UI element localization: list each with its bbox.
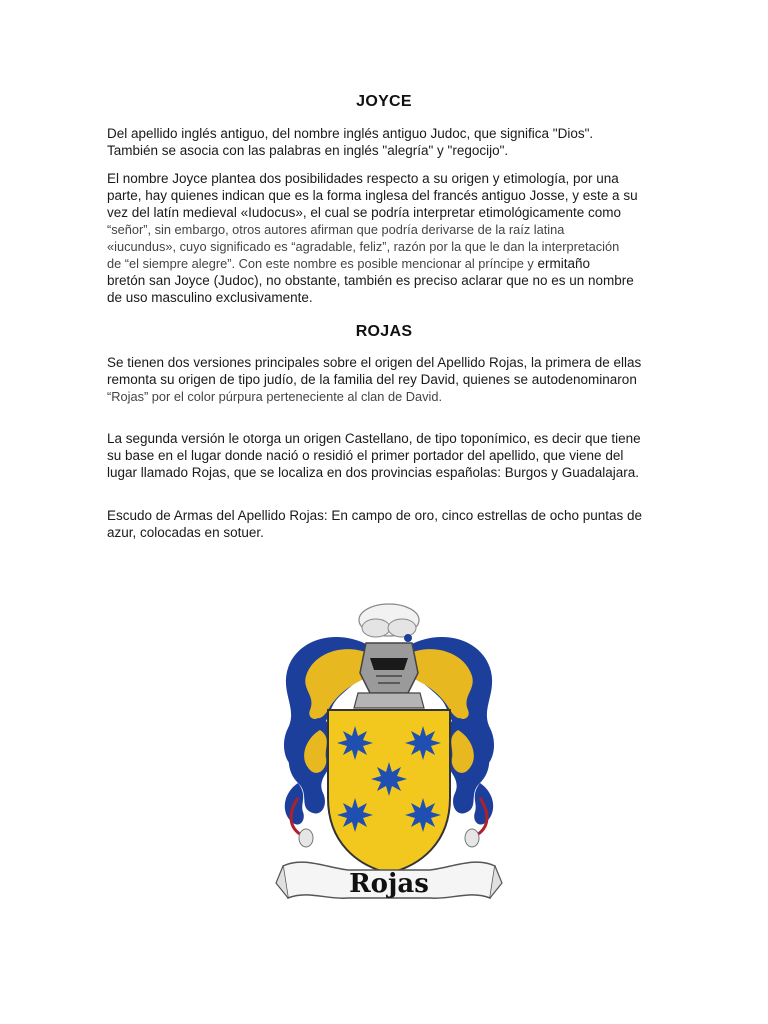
- shield: [328, 710, 450, 873]
- text-line: Escudo de Armas del Apellido Rojas: En campo de oro, cinco estrellas de ocho puntas de: [107, 508, 643, 523]
- text-line: su base en el lugar donde nació o residió el primer portador del apellido, que viene del: [107, 448, 624, 463]
- text-line: El nombre Joyce plantea dos posibilidades respecto a su origen y etimología, por una: [107, 171, 619, 186]
- joyce-paragraph-1: [107, 125, 667, 159]
- text-line: vez del latín medieval «Iudocus», el cual se podría interpretar etimológicamente como: [107, 205, 622, 220]
- text-line: “señor”, sin embargo, otros autores afirman que podría derivarse de la raíz latina: [107, 222, 565, 237]
- text-line: parte, hay quienes indican que es la forma inglesa del francés antiguo Josse, y este a su: [107, 188, 638, 203]
- text-segment: ermitaño: [537, 256, 591, 271]
- text-line: Del apellido inglés antiguo, del nombre inglés antiguo Judoc, que significa "Dios".: [107, 126, 594, 141]
- text-line: azur, colocadas en sotuer.: [107, 525, 264, 540]
- text-line: de uso masculino exclusivamente.: [107, 290, 313, 305]
- text-line: «iucundus», cuyo significado es “agradable, feliz”, razón por la que le dan la interpretación: [107, 239, 620, 254]
- text-line: lugar llamado Rojas, que se localiza en dos provincias españolas: Burgos y Guadalajara.: [107, 465, 640, 480]
- rojas-heading: ROJAS: [355, 323, 413, 340]
- banner-text: Rojas: [349, 869, 429, 899]
- helmet-plumes: [359, 604, 419, 642]
- rojas-paragraph-1: [107, 354, 667, 405]
- text-segment: de “el siempre alegre”. Con este nombre es posible mencionar al príncipe y: [107, 256, 534, 271]
- text-line: La segunda versión le otorga un origen Castellano, de tipo toponímico, es decir que tiene: [107, 431, 641, 446]
- text-line: remonta su origen de tipo judío, de la familia del rey David, quienes se autodenominaron: [107, 372, 637, 387]
- text-line: [107, 255, 667, 272]
- helmet: [354, 643, 424, 708]
- text-line: Se tienen dos versiones principales sobre el origen del Apellido Rojas, la primera de ellas: [107, 355, 642, 370]
- text-line: También se asocia con las palabras en inglés "alegría" y "regocijo".: [107, 143, 509, 158]
- text-line: bretón san Joyce (Judoc), no obstante, también es preciso aclarar que no es un nombre: [107, 273, 634, 288]
- rojas-paragraph-3: [107, 507, 667, 541]
- rojas-paragraph-2: [107, 430, 667, 481]
- joyce-heading: JOYCE: [356, 93, 412, 110]
- text-line: “Rojas” por el color púrpura perteneciente al clan de David.: [107, 389, 443, 404]
- joyce-paragraph-2: [107, 170, 667, 306]
- rojas-coat-of-arms-image: [258, 598, 520, 928]
